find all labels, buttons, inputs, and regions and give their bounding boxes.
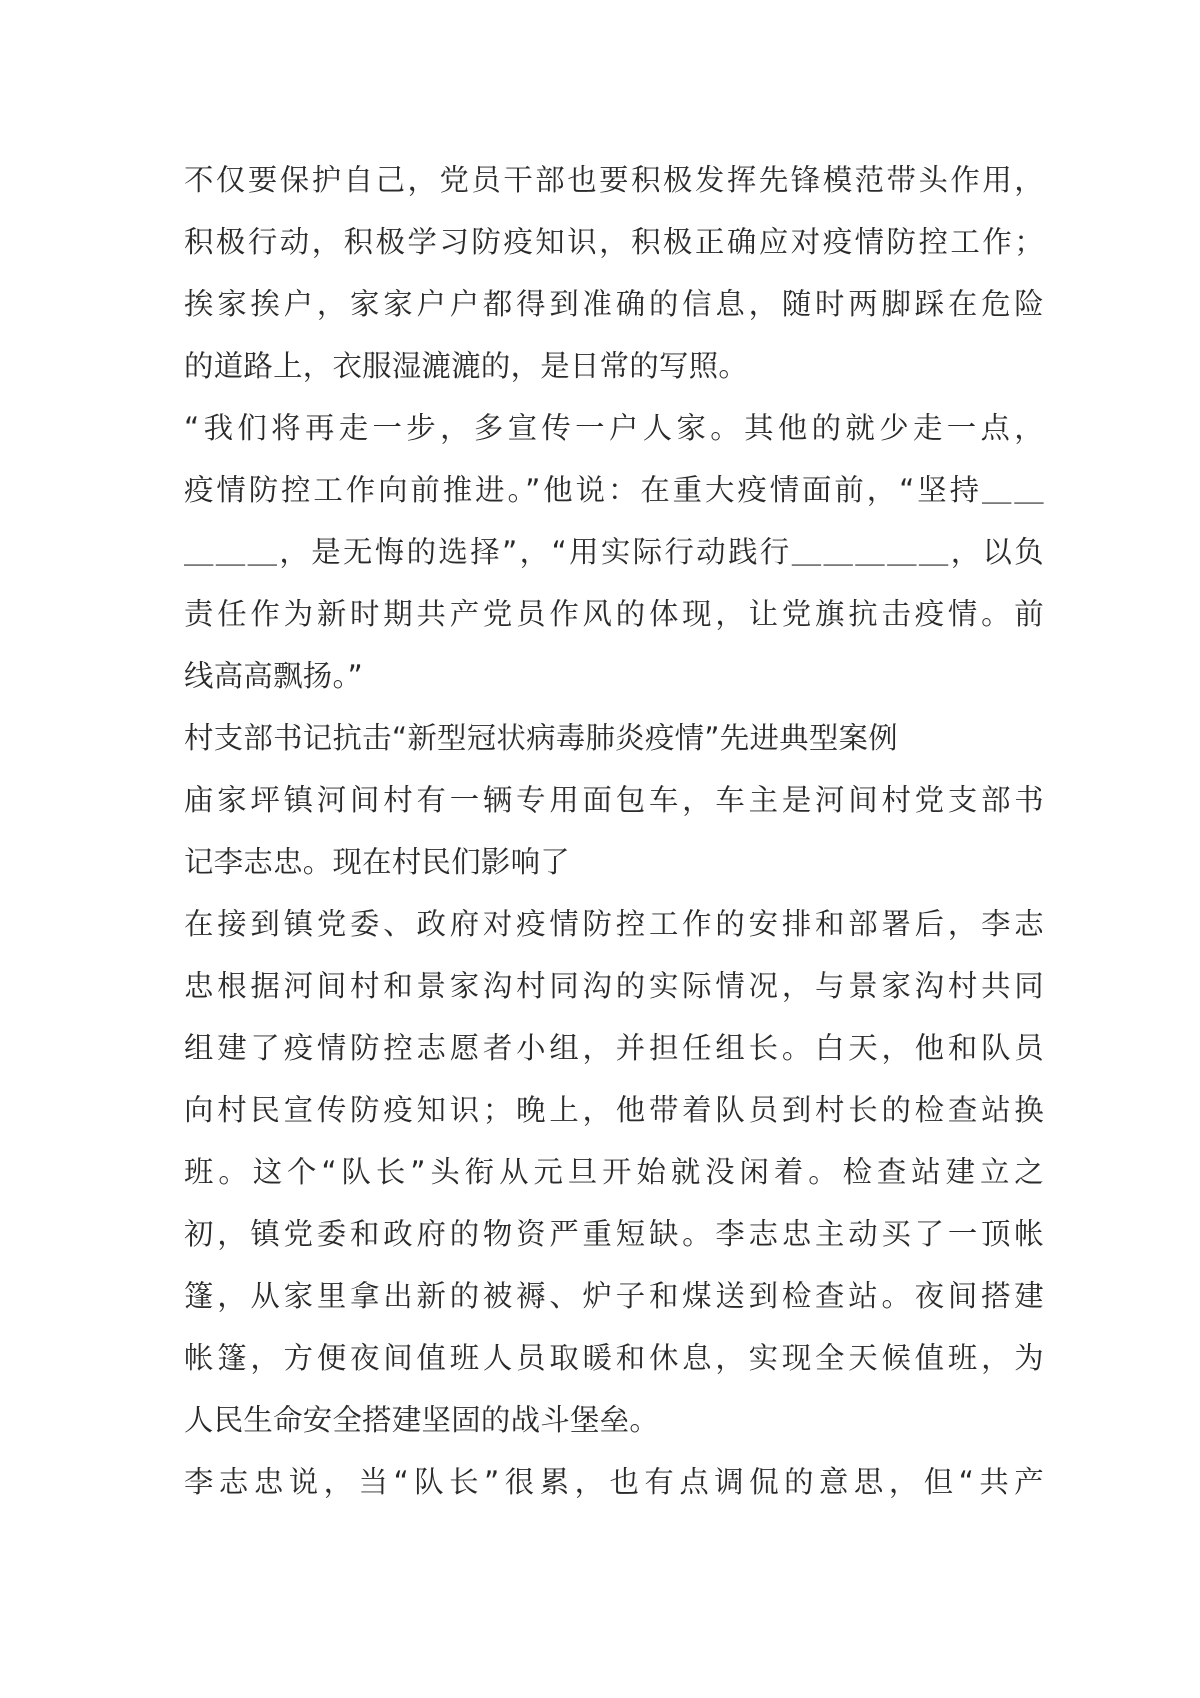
- text-line: 庙家坪镇河间村有一辆专用面包车，车主是河间村党支部书: [184, 783, 1044, 817]
- text-line: 记李志忠。现在村民们影响了: [184, 845, 570, 879]
- text-line: 向村民宣传防疫知识；晚上，他带着队员到村长的检查站换: [184, 1093, 1044, 1127]
- text-line: 疫情防控工作向前推进。”他说：在重大疫情面前，“坚持＿＿: [184, 473, 1044, 507]
- text-line: 人民生命安全搭建坚固的战斗堡垒。: [184, 1403, 660, 1437]
- text-line: 组建了疫情防控志愿者小组，并担任组长。白天，他和队员: [184, 1031, 1044, 1065]
- text-line: 积极行动，积极学习防疫知识，积极正确应对疫情防控工作；: [184, 225, 1044, 259]
- text-line: ＿＿＿，是无悔的选择”，“用实际行动践行＿＿＿＿＿，以负: [184, 535, 1044, 569]
- section-heading: 村支部书记抗击“新型冠状病毒肺炎疫情”先进典型案例: [184, 721, 898, 755]
- text-line: 帐篷，方便夜间值班人员取暖和休息，实现全天候值班，为: [184, 1341, 1044, 1375]
- text-line: 忠根据河间村和景家沟村同沟的实际情况，与景家沟村共同: [184, 969, 1044, 1003]
- text-line: 不仅要保护自己，党员干部也要积极发挥先锋模范带头作用，: [184, 163, 1044, 197]
- text-line: 李志忠说，当“队长”很累，也有点调侃的意思，但“共产: [184, 1465, 1044, 1499]
- text-line: 篷，从家里拿出新的被褥、炉子和煤送到检查站。夜间搭建: [184, 1279, 1044, 1313]
- text-line: “我们将再走一步，多宣传一户人家。其他的就少走一点，: [184, 411, 1044, 445]
- text-line: 班。这个“队长”头衔从元旦开始就没闲着。检查站建立之: [184, 1155, 1044, 1189]
- text-line: 在接到镇党委、政府对疫情防控工作的安排和部署后，李志: [184, 907, 1044, 941]
- text-line: 责任作为新时期共产党员作风的体现，让党旗抗击疫情。前: [184, 597, 1044, 631]
- text-line: 的道路上，衣服湿漉漉的，是日常的写照。: [184, 349, 749, 383]
- text-line: 初，镇党委和政府的物资严重短缺。李志忠主动买了一顶帐: [184, 1217, 1044, 1251]
- text-line: 线高高飘扬。”: [184, 659, 363, 693]
- text-line: 挨家挨户，家家户户都得到准确的信息，随时两脚踩在危险: [184, 287, 1044, 321]
